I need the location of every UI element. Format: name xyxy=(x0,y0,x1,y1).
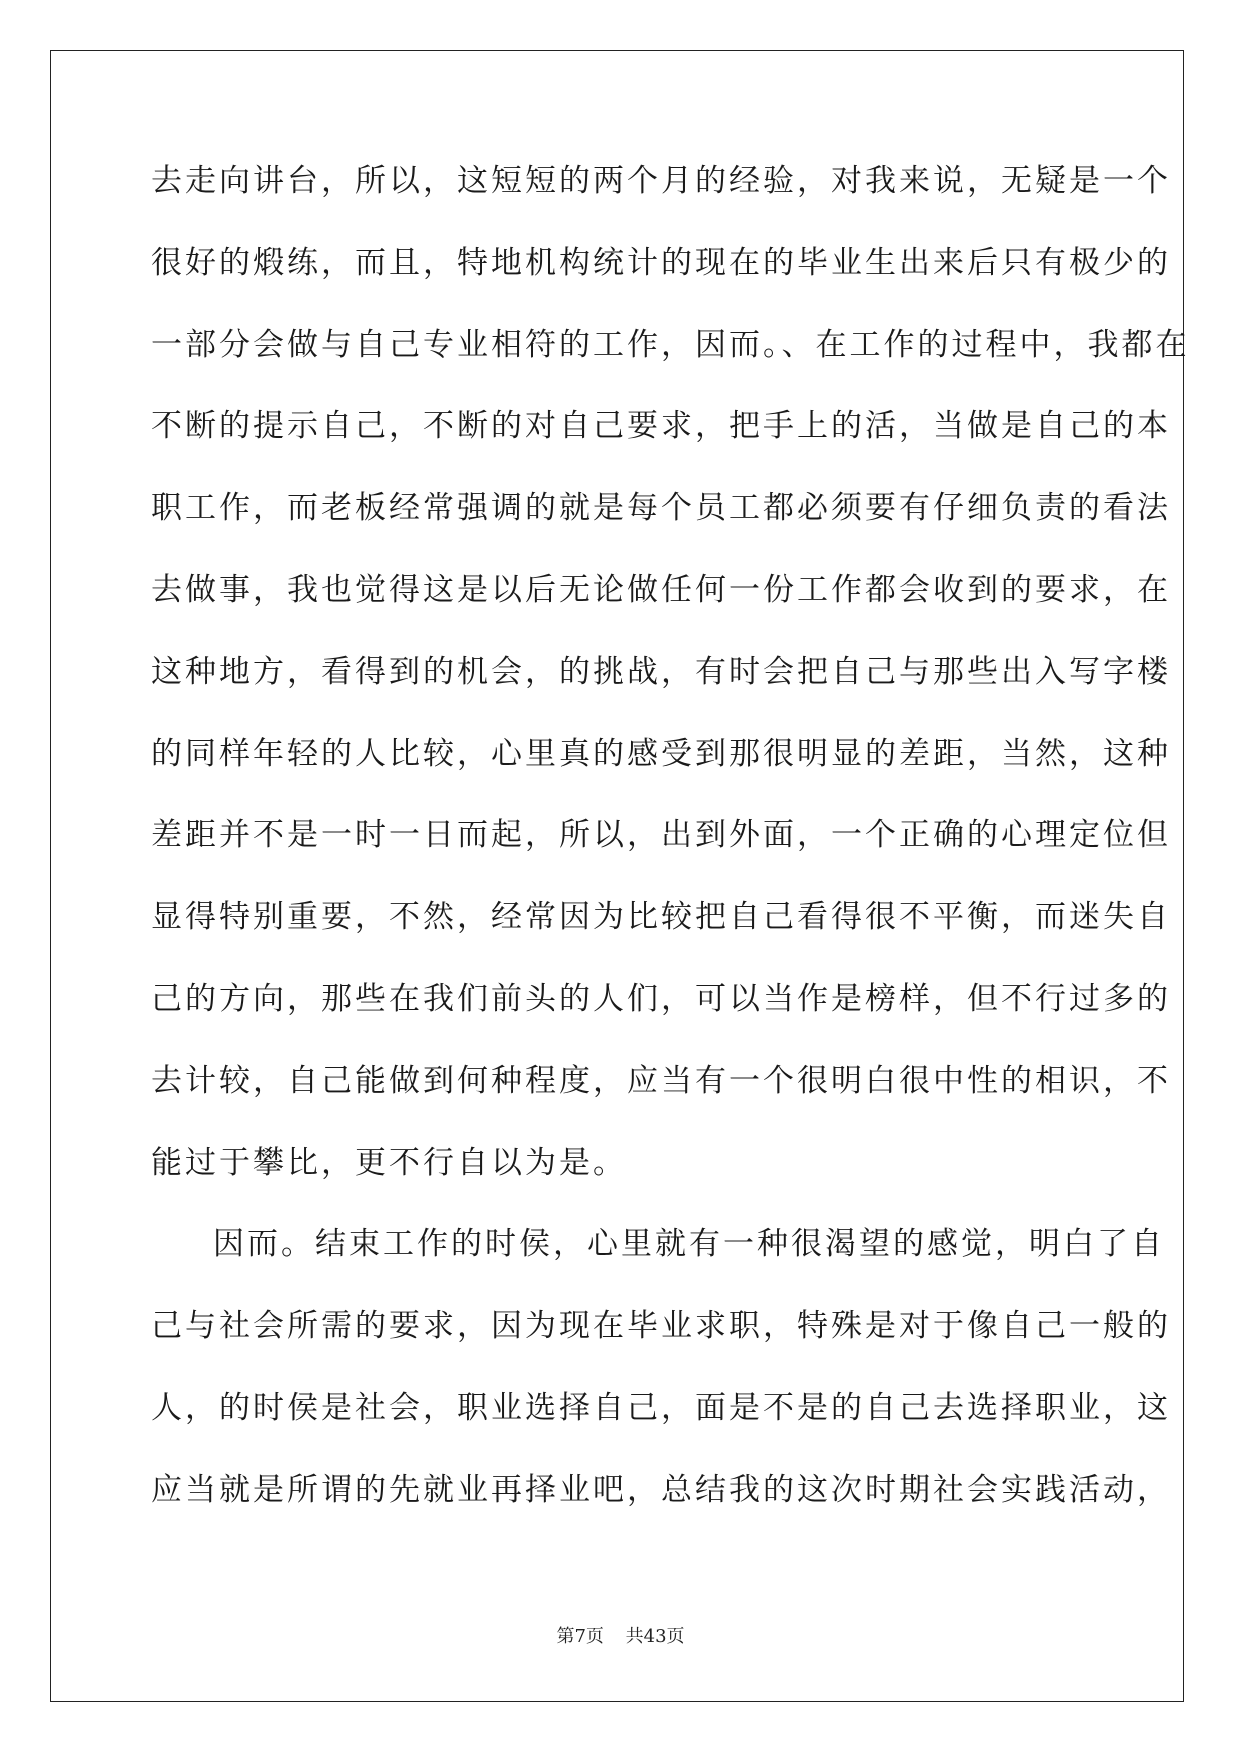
text-line: 差距并不是一时一日而起，所以，出到外面，一个正确的心理定位但 xyxy=(151,817,1171,854)
text-line: 因而。结束工作的时侯，心里就有一种很渴望的感觉，明白了自 xyxy=(213,1226,1165,1263)
page-footer xyxy=(0,1622,1241,1648)
current-page-number: 第7页 xyxy=(556,1626,604,1647)
text-line: 己与社会所需的要求，因为现在毕业求职，特殊是对于像自己一般的 xyxy=(151,1308,1171,1345)
text-line: 去做事，我也觉得这是以后无论做任何一份工作都会收到的要求，在 xyxy=(151,571,1171,608)
text-line: 职工作，而老板经常强调的就是每个员工都必须要有仔细负责的看法 xyxy=(151,490,1171,527)
text-line: 去走向讲台，所以，这短短的两个月的经验，对我来说，无疑是一个 xyxy=(151,163,1171,199)
text-line: 一部分会做与自己专业相符的工作，因而。、在工作的过程中，我都在 xyxy=(151,326,1190,363)
text-line: 不断的提示自己，不断的对自己要求，把手上的活，当做是自己的本 xyxy=(151,408,1171,445)
total-page-count: 共43页 xyxy=(625,1626,685,1647)
text-line: 己的方向，那些在我们前头的人们，可以当作是榜样，但不行过多的 xyxy=(151,980,1171,1017)
text-line: 人，的时侯是社会，职业选择自己，面是不是的自己去选择职业，这 xyxy=(151,1389,1171,1426)
document-body xyxy=(151,160,1190,1551)
text-line: 能过于攀比，更不行自以为是。 xyxy=(151,1144,627,1181)
text-line: 去计较，自己能做到何种程度，应当有一个很明白很中性的相识，不 xyxy=(151,1062,1171,1099)
text-line: 这种地方，看得到的机会，的挑战，有时会把自己与那些出入写字楼 xyxy=(151,653,1171,690)
text-line: 很好的煅练，而且，特地机构统计的现在的毕业生出来后只有极少的 xyxy=(151,244,1171,281)
text-line: 的同样年轻的人比较，心里真的感受到那很明显的差距，当然，这种 xyxy=(151,735,1171,772)
text-line: 显得特别重要，不然，经常因为比较把自己看得很不平衡，而迷失自 xyxy=(151,899,1171,936)
text-line: 应当就是所谓的先就业再择业吧，总结我的这次时期社会实践活动， xyxy=(151,1471,1171,1508)
